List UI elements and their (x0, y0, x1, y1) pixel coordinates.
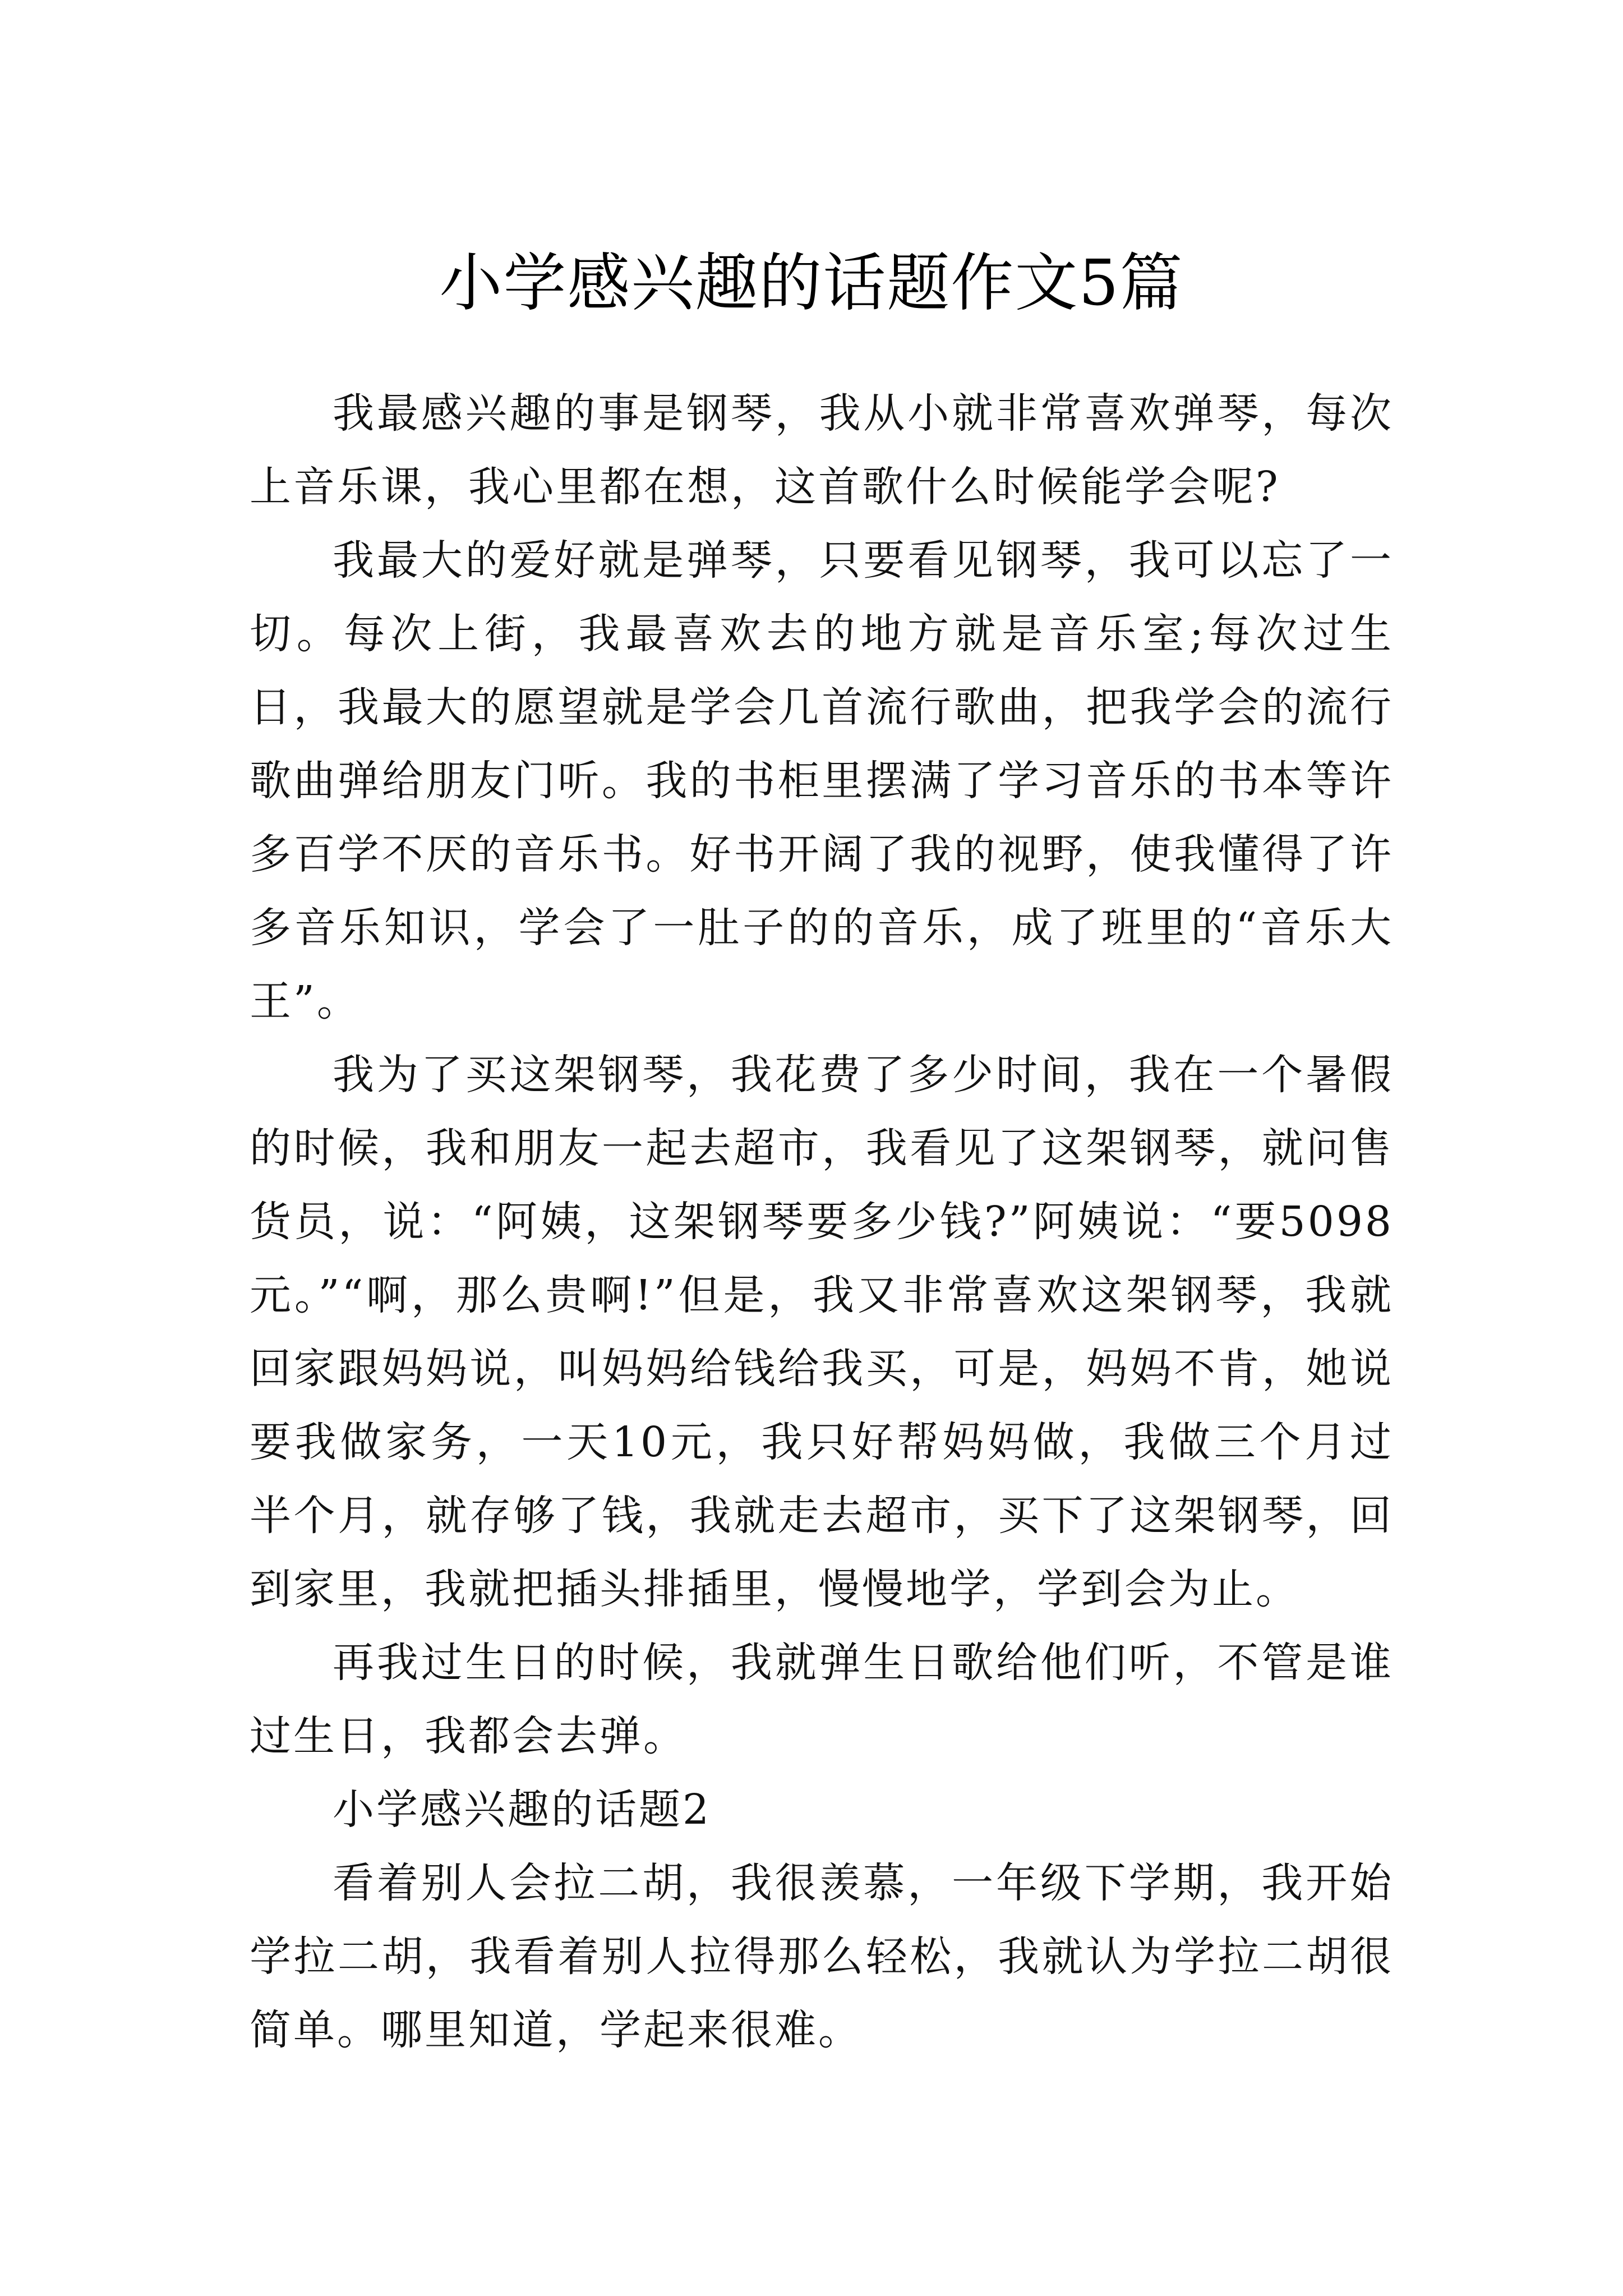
document-title: 小学感兴趣的话题作文5篇 (439, 247, 1184, 320)
document-body (250, 377, 1394, 2067)
paragraph-4: 再我过生日的时候，我就弹生日歌给他们听，不管是谁过生日，我都会去弹。 (250, 1639, 1394, 1760)
paragraph-3: 我为了买这架钢琴，我花费了多少时间，我在一个暑假的时候，我和朋友一起去超市，我看见了这架钢琴，就问售货员，说：“阿姨，这架钢琴要多少钱?”阿姨说：“要5098元。”“啊，那么贵啊!”但是，我又非常喜欢这架钢琴，我就回家跟妈妈说，叫妈妈给钱给我买，可是，妈妈不肯，她说要我做家务，一天10元，我只好帮妈妈做，我做三个月过半个月，就存够了钱，我就走去超市，买下了这架钢琴，回到家里，我就把插头排插里，慢慢地学，学到会为止。 (250, 1051, 1394, 1613)
section-heading-2: 小学感兴趣的话题2 (333, 1786, 712, 1834)
paragraph-2: 我最大的爱好就是弹琴，只要看见钢琴，我可以忘了一切。每次上街，我最喜欢去的地方就是音乐室;每次过生日，我最大的愿望就是学会几首流行歌曲，把我学会的流行歌曲弹给朋友门听。我的书柜里摆满了学习音乐的书本等许多百学不厌的音乐书。好书开阔了我的视野，使我懂得了许多音乐知识，学会了一肚子的的音乐，成了班里的“音乐大王”。 (250, 536, 1394, 1025)
paragraph-1: 我最感兴趣的事是钢琴，我从小就非常喜欢弹琴，每次上音乐课，我心里都在想，这首歌什么时候能学会呢? (250, 389, 1394, 511)
paragraph-5: 看着别人会拉二胡，我很羡慕，一年级下学期，我开始学拉二胡，我看着别人拉得那么轻松，我就认为学拉二胡很简单。哪里知道，学起来很难。 (250, 1859, 1394, 2054)
